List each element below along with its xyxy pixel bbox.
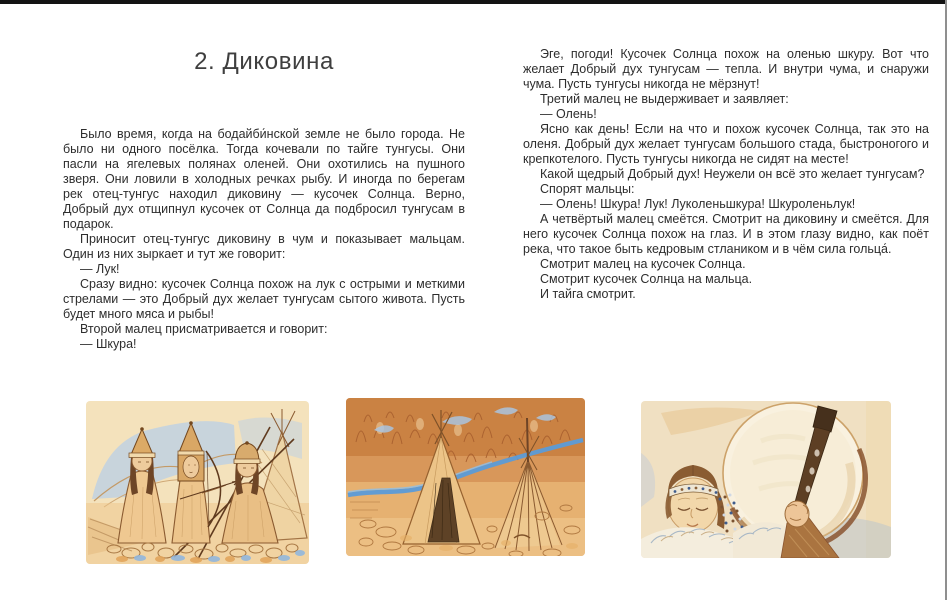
text-paragraph: Второй малец присматривается и говорит: (80, 322, 328, 336)
window-top-border (0, 0, 947, 4)
text-paragraph: — Олень! (540, 107, 597, 121)
right-page-text (523, 47, 929, 302)
left-page-text (63, 127, 465, 352)
text-paragraph: Приносит отец-тунгус диковину в чум и показывает мальцам. Один из них зыркает и тут же говорит: (63, 232, 465, 261)
text-paragraph: Третий малец не выдерживает и заявляет: (540, 92, 789, 106)
text-paragraph: И тайга смотрит. (540, 287, 636, 301)
text-paragraph: Смотрит кусочек Солнца на мальца. (540, 272, 753, 286)
text-paragraph: Сразу видно: кусочек Солнца похож на лук с острыми и меткими стрелами — это Добрый дух желает тунгусам сытого живота. Пусть будет много мяса и рыбы! (63, 277, 465, 321)
text-paragraph: А четвёртый малец смеётся. Смотрит на диковину и смеётся. Для него кусочек Солнца похож на глаз. И в этом глазу видно, как поёт река, что такое быть кедровым стлаником и в чём сила гольца́. (523, 212, 929, 256)
text-paragraph: Ясно как день! Если на что и похож кусочек Солнца, так это на оленя. Добрый дух желает тунгусам большого стада, быстроногого и крепкотелого. Пусть тунгусы никогда не сидят на месте! (523, 122, 929, 166)
text-paragraph: — Олень! Шкура! Лук! Луколеньшкура! Шкуроленьлук! (540, 197, 856, 211)
text-paragraph: Какой щедрый Добрый дух! Неужели он всё это желает тунгусам? (540, 167, 925, 181)
taiga-camp-illustration (346, 398, 585, 556)
text-paragraph: — Лук! (80, 262, 120, 276)
shaman-with-drum-illustration (641, 401, 891, 558)
text-paragraph: Было время, когда на бодайби́нской земле не было города. Не было ни одного посёлка. Тогда кочевали по тайге тунгусы. Они пасли на ягелевых полянах оленей. Они охотились на пушного зверя. Они ловили в холодных речках рыбу. И иногда по берегам рек отец-тунгус находил диковину — кусочек Солнца. Верно, Добрый дух отщипнул кусочек от Солнца да подбросил тунгусам в подарок. (63, 127, 465, 231)
tungus-hunters-illustration (86, 401, 309, 564)
text-paragraph: Спорят мальцы: (540, 182, 635, 196)
text-paragraph: — Шкура! (80, 337, 137, 351)
chapter-title: 2. Диковина (194, 48, 334, 75)
text-paragraph: Смотрит малец на кусочек Солнца. (540, 257, 746, 271)
text-paragraph: Эге, погоди! Кусочек Солнца похож на оленью шкуру. Вот что желает Добрый дух тунгусам — тепла. И внутри чума, и снаружи чума. Пусть тунгусы никогда не мёрзнут! (523, 47, 929, 91)
